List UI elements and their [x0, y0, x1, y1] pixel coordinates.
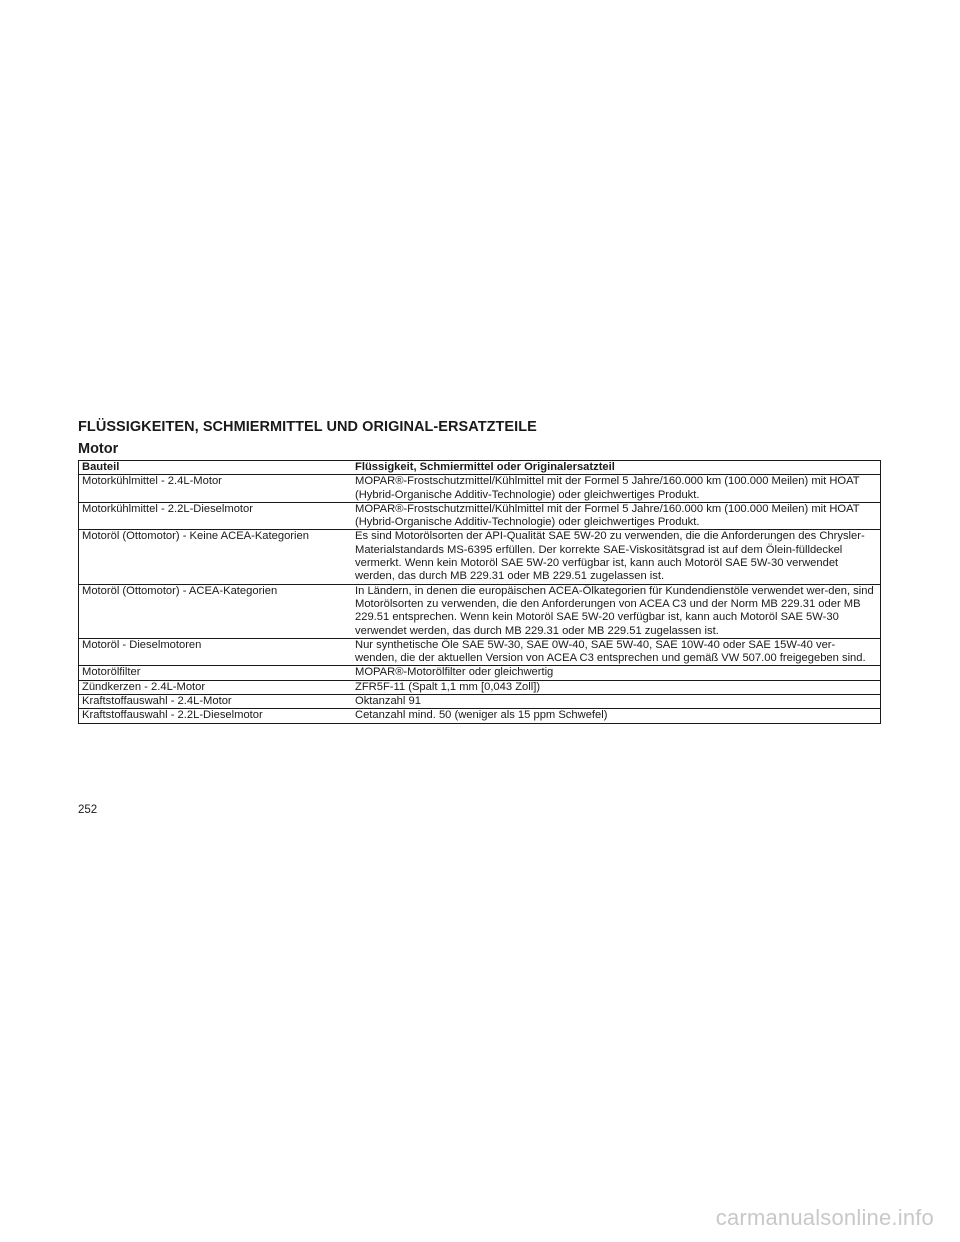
cell-fluid: Nur synthetische Öle SAE 5W-30, SAE 0W-40, SAE 5W-40, SAE 10W-40 oder SAE 15W-40 ver-wenden, die der aktuellen Version von ACEA C3 entsprechen und gemäß VW 507.00 freigegeben sind.: [352, 638, 881, 666]
table-row: [79, 502, 881, 530]
cell-part: Kraftstoffauswahl - 2.2L-Dieselmotor: [79, 709, 353, 723]
fluids-spec-table: [78, 460, 881, 724]
cell-part: Kraftstoffauswahl - 2.4L-Motor: [79, 695, 353, 709]
page-number: 252: [78, 804, 98, 816]
cell-fluid: ZFR5F-11 (Spalt 1,1 mm [0,043 Zoll]): [352, 680, 881, 694]
table-row: [79, 709, 881, 723]
cell-fluid: MOPAR®-Frostschutzmittel/Kühlmittel mit der Formel 5 Jahre/160.000 km (100.000 Meilen) mit HOAT (Hybrid-Organische Additiv-Technologie) oder gleichwertiges Produkt.: [352, 475, 881, 503]
cell-part: Motoröl - Dieselmotoren: [79, 638, 353, 666]
cell-part: Motorkühlmittel - 2.2L-Dieselmotor: [79, 502, 353, 530]
cell-part: Motorölfilter: [79, 666, 353, 680]
table-row: [79, 695, 881, 709]
cell-fluid: Es sind Motorölsorten der API-Qualität SAE 5W-20 zu verwenden, die die Anforderungen des Chrysler-Materialstandards MS-6395 erfüllen. Der korrekte SAE-Viskositätsgrad ist auf dem Ölein-fülldeckel vermerkt. Wenn kein Motoröl SAE 5W-20 verfügbar ist, kann auch Motoröl SAE 5W-30 verwendet werden, das durch MB 229.31 oder MB 229.51 zugelassen ist.: [352, 530, 881, 584]
section-title: FLÜSSIGKEITEN, SCHMIERMITTEL UND ORIGINAL-ERSATZTEILE: [78, 419, 537, 435]
table-row: [79, 638, 881, 666]
table-row: [79, 584, 881, 638]
cell-fluid: MOPAR®-Motorölfilter oder gleichwertig: [352, 666, 881, 680]
table-row: [79, 666, 881, 680]
cell-part: Motoröl (Ottomotor) - Keine ACEA-Kategorien: [79, 530, 353, 584]
table-row: [79, 475, 881, 503]
header-part: Bauteil: [79, 461, 353, 475]
cell-part: Motoröl (Ottomotor) - ACEA-Kategorien: [79, 584, 353, 638]
cell-part: Zündkerzen - 2.4L-Motor: [79, 680, 353, 694]
header-fluid: Flüssigkeit, Schmiermittel oder Originalersatzteil: [352, 461, 881, 475]
table-row: [79, 530, 881, 584]
cell-fluid: MOPAR®-Frostschutzmittel/Kühlmittel mit der Formel 5 Jahre/160.000 km (100.000 Meilen) mit HOAT (Hybrid-Organische Additiv-Technologie) oder gleichwertiges Produkt.: [352, 502, 881, 530]
watermark-text: carmanualsonline.info: [715, 1205, 934, 1230]
table-header-row: [79, 461, 881, 475]
cell-fluid: Cetanzahl mind. 50 (weniger als 15 ppm Schwefel): [352, 709, 881, 723]
cell-fluid: In Ländern, in denen die europäischen ACEA-Ölkategorien für Kundendienstöle verwendet wer-den, sind Motorölsorten zu verwenden, die den Anforderungen von ACEA C3 und der Norm MB 229.31 oder MB 229.51 entsprechen. Wenn kein Motoröl SAE 5W-20 verfügbar ist, kann auch Motoröl SAE 5W-30 verwendet werden, das durch MB 229.31 oder MB 229.51 zugelassen ist.: [352, 584, 881, 638]
subsection-title: Motor: [78, 441, 119, 457]
cell-part: Motorkühlmittel - 2.4L-Motor: [79, 475, 353, 503]
cell-fluid: Oktanzahl 91: [352, 695, 881, 709]
table-row: [79, 680, 881, 694]
